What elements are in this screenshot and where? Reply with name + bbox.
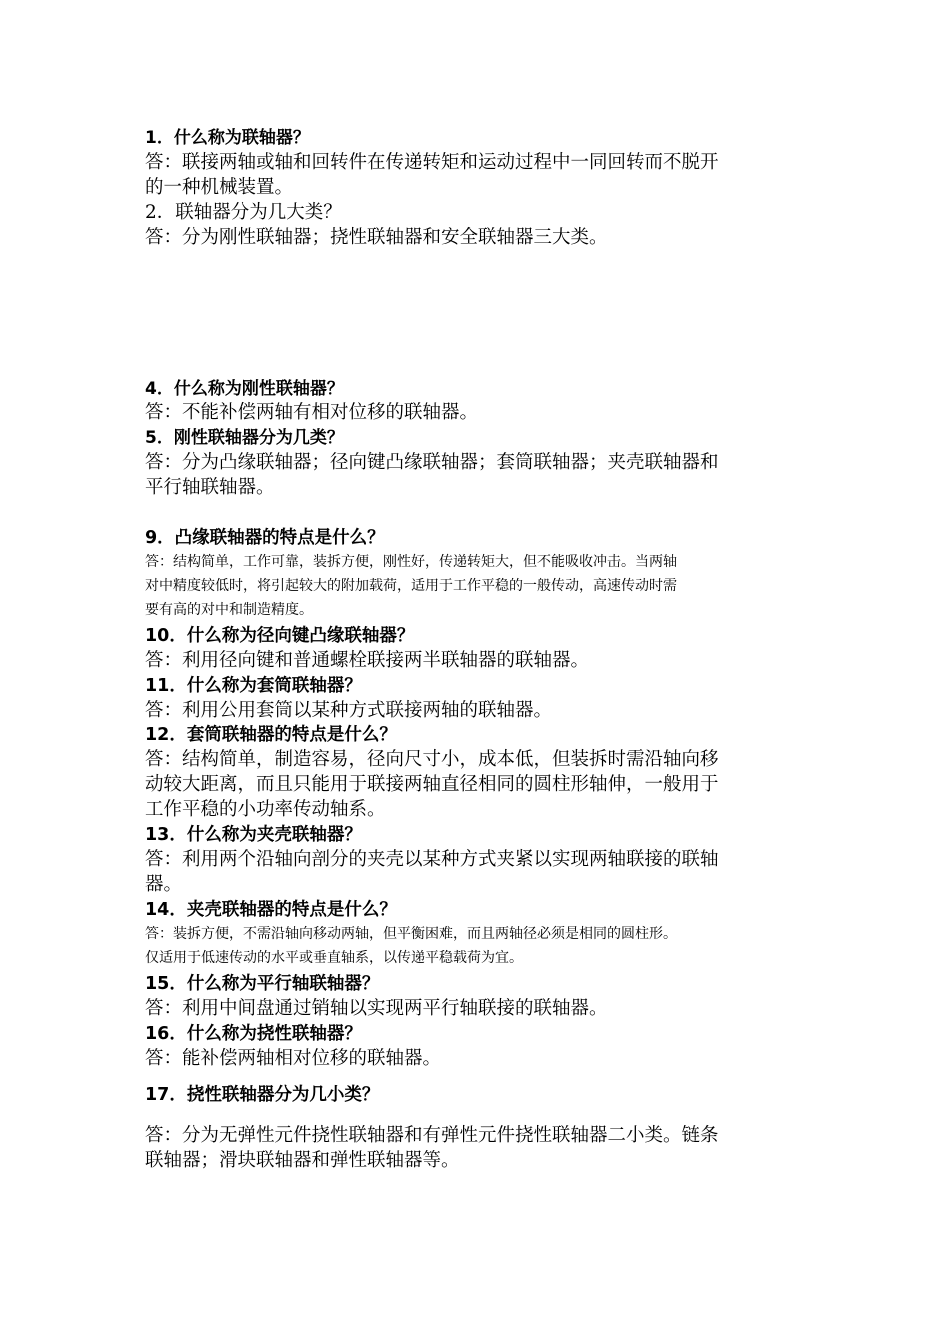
question-15: 15．什么称为平行轴联轴器？ bbox=[145, 974, 380, 994]
answer-1-line-2: 的一种机械装置。 bbox=[145, 177, 294, 198]
answer-13-line-2: 器。 bbox=[145, 874, 183, 895]
question-12: 12．套筒联轴器的特点是什么？ bbox=[145, 725, 397, 745]
question-16: 16．什么称为挠性联轴器？ bbox=[145, 1024, 362, 1044]
answer-12-line-1: 答：结构简单，制造容易，径向尺寸小，成本低，但装拆时需沿轴向移 bbox=[145, 749, 719, 770]
answer-9-line-1: 答：结构简单，工作可靠，装拆方便，刚性好，传递转矩大，但不能吸收冲击。当两轴 bbox=[145, 554, 677, 570]
question-13: 13．什么称为夹壳联轴器？ bbox=[145, 825, 362, 845]
answer-16-line-1: 答：能补偿两轴相对位移的联轴器。 bbox=[145, 1048, 442, 1069]
answer-2-line-1: 答：分为刚性联轴器；挠性联轴器和安全联轴器三大类。 bbox=[145, 227, 608, 248]
answer-9-line-3: 要有高的对中和制造精度。 bbox=[145, 602, 313, 618]
question-9: 9．凸缘联轴器的特点是什么？ bbox=[145, 528, 385, 548]
answer-17-line-2: 联轴器；滑块联轴器和弹性联轴器等。 bbox=[145, 1150, 460, 1171]
question-2: 2．联轴器分为几大类？ bbox=[145, 202, 342, 223]
answer-13-line-1: 答：利用两个沿轴向剖分的夹壳以某种方式夹紧以实现两轴联接的联轴 bbox=[145, 849, 719, 870]
answer-5-line-1: 答：分为凸缘联轴器；径向键凸缘联轴器；套筒联轴器；夹壳联轴器和 bbox=[145, 452, 719, 473]
question-1: 1．什么称为联轴器？ bbox=[145, 128, 310, 148]
question-10: 10．什么称为径向键凸缘联轴器？ bbox=[145, 626, 415, 646]
answer-10-line-1: 答：利用径向键和普通螺栓联接两半联轴器的联轴器。 bbox=[145, 650, 590, 671]
question-11: 11．什么称为套筒联轴器？ bbox=[145, 676, 362, 696]
answer-11-line-1: 答：利用公用套筒以某种方式联接两轴的联轴器。 bbox=[145, 700, 553, 721]
answer-9-line-2: 对中精度较低时，将引起较大的附加载荷，适用于工作平稳的一般传动，高速传动时需 bbox=[145, 578, 677, 594]
answer-12-line-3: 工作平稳的小功率传动轴系。 bbox=[145, 799, 386, 820]
answer-14-line-2: 仅适用于低速传动的水平或垂直轴系，以传递平稳载荷为宜。 bbox=[145, 950, 523, 966]
question-17: 17．挠性联轴器分为几小类？ bbox=[145, 1085, 380, 1105]
question-14: 14．夹壳联轴器的特点是什么？ bbox=[145, 900, 397, 920]
answer-17-line-1: 答：分为无弹性元件挠性联轴器和有弹性元件挠性联轴器二小类。链条 bbox=[145, 1125, 719, 1146]
answer-4-line-1: 答：不能补偿两轴有相对位移的联轴器。 bbox=[145, 402, 479, 423]
question-4: 4．什么称为刚性联轴器？ bbox=[145, 379, 344, 399]
question-5: 5．刚性联轴器分为几类？ bbox=[145, 428, 344, 448]
answer-5-line-2: 平行轴联轴器。 bbox=[145, 477, 275, 498]
answer-15-line-1: 答：利用中间盘通过销轴以实现两平行轴联接的联轴器。 bbox=[145, 998, 608, 1019]
answer-12-line-2: 动较大距离，而且只能用于联接两轴直径相同的圆柱形轴伸，一般用于 bbox=[145, 774, 719, 795]
answer-14-line-1: 答：装拆方便，不需沿轴向移动两轴，但平衡困难，而且两轴径必须是相同的圆柱形。 bbox=[145, 926, 677, 942]
answer-1-line-1: 答：联接两轴或轴和回转件在传递转矩和运动过程中一同回转而不脱开 bbox=[145, 152, 719, 173]
